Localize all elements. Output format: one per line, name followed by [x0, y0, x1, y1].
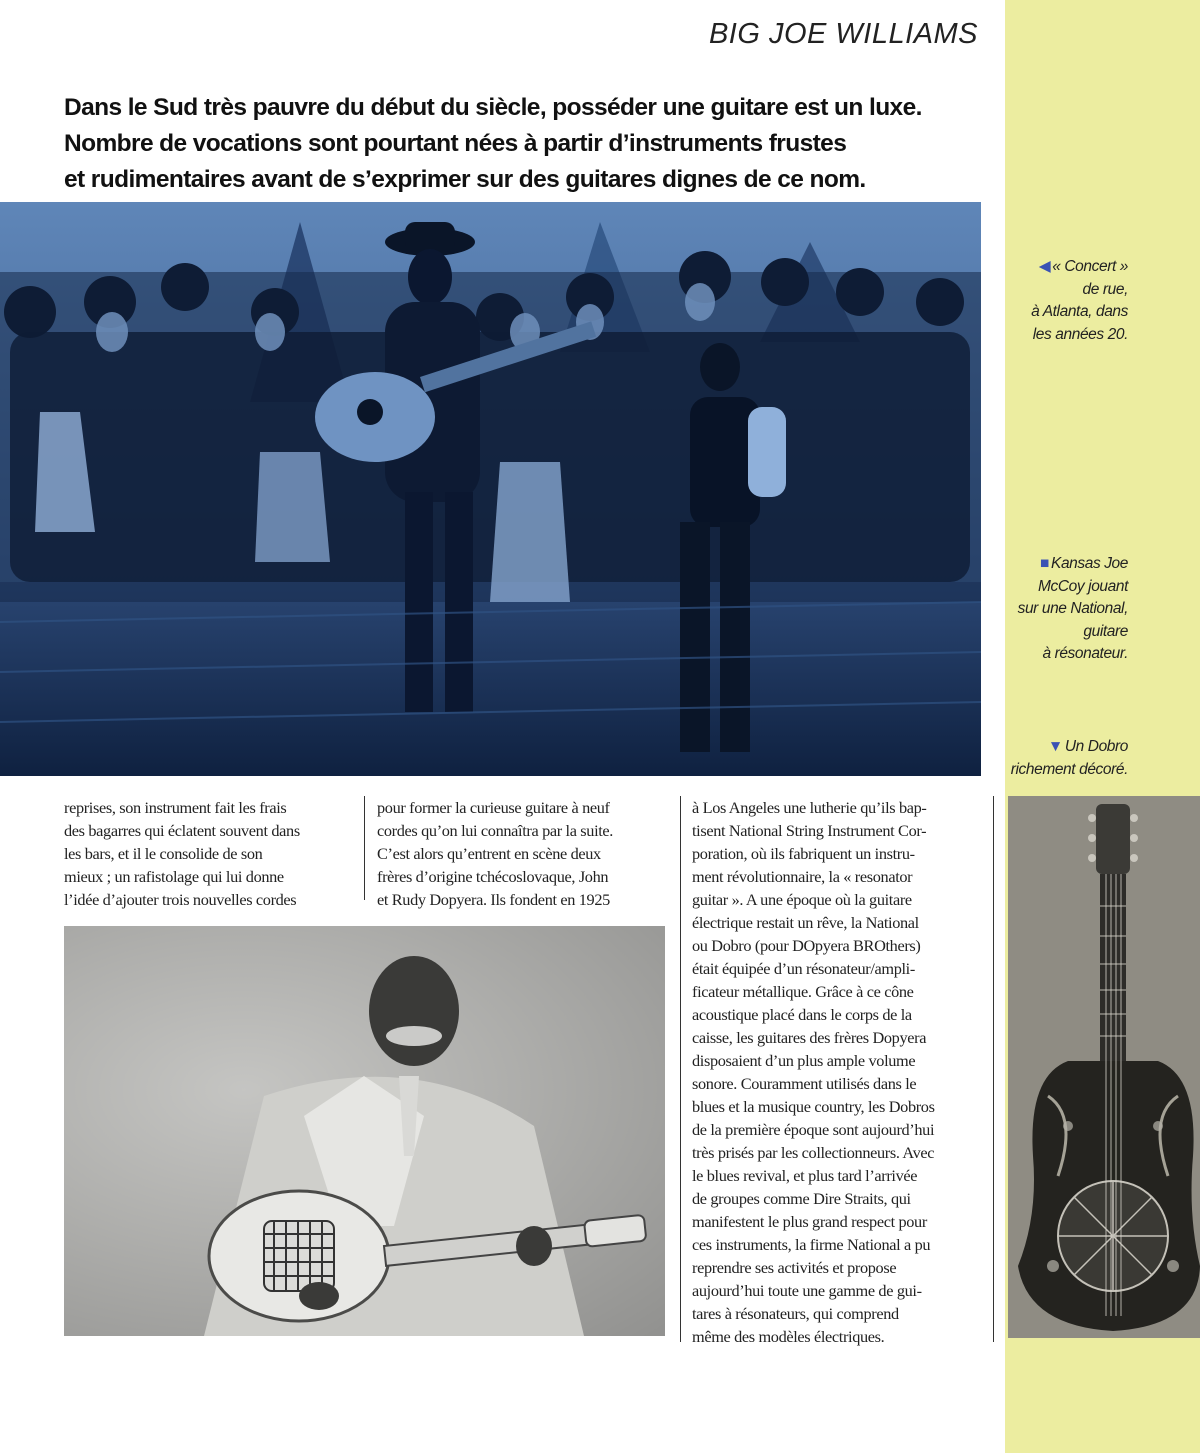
intro-paragraph	[64, 90, 984, 198]
text-line: ces instruments, la firme National a pu	[692, 1235, 931, 1254]
column-divider	[364, 796, 365, 900]
dobro-guitar-illustration	[1008, 796, 1200, 1338]
column-divider	[680, 796, 681, 1342]
text-line: aujourd’hui toute une gamme de gui-	[692, 1281, 922, 1300]
text-line: disposaient d’un plus ample volume	[692, 1051, 916, 1070]
text-line: acoustique placé dans le corps de la	[692, 1005, 912, 1024]
text-line: était équipée d’un résonateur/ampli-	[692, 959, 915, 978]
text-column-2	[377, 796, 667, 911]
text-line: pour former la curieuse guitare à neuf	[377, 798, 610, 817]
text-line: reprises, son instrument fait les frais	[64, 798, 287, 817]
text-line: mieux ; un rafistolage qui lui donne	[64, 867, 284, 886]
text-line: tares à résonateurs, qui comprend	[692, 1304, 899, 1323]
text-column-1	[64, 796, 352, 911]
down-arrow-icon: ▼	[1047, 738, 1063, 755]
text-line: poration, où ils fabriquent un instru-	[692, 844, 915, 863]
text-line: même des modèles électriques.	[692, 1327, 885, 1346]
text-line: le blues revival, et plus tard l’arrivée	[692, 1166, 918, 1185]
dobro-photo	[1008, 796, 1200, 1338]
text-line: à Los Angeles une lutherie qu’ils bap-	[692, 798, 927, 817]
text-line: caisse, les guitares des frères Dopyera	[692, 1028, 927, 1047]
text-line: reprendre ses activités et propose	[692, 1258, 897, 1277]
street-concert-illustration	[0, 202, 981, 776]
text-line: tisent National String Instrument Cor-	[692, 821, 927, 840]
text-line: ment révolutionnaire, la « resonator	[692, 867, 913, 886]
text-line: ficateur métallique. Grâce à ce cône	[692, 982, 914, 1001]
text-line: sonore. Couramment utilisés dans le	[692, 1074, 917, 1093]
column-divider	[993, 796, 994, 1342]
caption-kansas-joe: ■ Kansas Joe McCoy jouant sur une National, guitare à résonateur.	[1017, 555, 1128, 662]
caption-dobro: ▼ Un Dobro richement décoré.	[1010, 738, 1128, 778]
text-line: C’est alors qu’entrent en scène deux	[377, 844, 601, 863]
kansas-joe-mccoy-photo	[64, 926, 665, 1336]
text-line: très prisés par les collectionneurs. Avec	[692, 1143, 935, 1162]
text-line: manifestent le plus grand respect pour	[692, 1212, 927, 1231]
text-line: de groupes comme Dire Straits, qui	[692, 1189, 911, 1208]
running-header: BIG JOE WILLIAMS	[708, 18, 978, 50]
text-line: de la première époque sont aujourd’hui	[692, 1120, 935, 1139]
text-line: blues et la musique country, les Dobros	[692, 1097, 935, 1116]
intro-line: Dans le Sud très pauvre du début du siècle, posséder une guitare est un luxe.	[64, 94, 922, 121]
caption-street-concert: ◀ « Concert » de rue, à Atlanta, dans les années 20.	[1031, 258, 1128, 343]
text-line: guitar ». A une époque où la guitare	[692, 890, 912, 909]
text-line: électrique restait un rêve, la National	[692, 913, 919, 932]
left-arrow-icon: ◀	[1038, 258, 1051, 275]
text-column-3	[692, 796, 982, 1348]
text-line: les bars, et il le consolide de son	[64, 844, 263, 863]
text-line: et Rudy Dopyera. Ils fondent en 1925	[377, 890, 610, 909]
street-concert-photo	[0, 202, 981, 776]
text-line: des bagarres qui éclatent souvent dans	[64, 821, 300, 840]
intro-line: Nombre de vocations sont pourtant nées à partir d’instruments frustes	[64, 130, 847, 157]
square-icon: ■	[1040, 555, 1049, 572]
text-line: cordes qu’on lui connaîtra par la suite.	[377, 821, 614, 840]
intro-line: et rudimentaires avant de s’exprimer sur des guitares dignes de ce nom.	[64, 166, 866, 193]
guitarist-portrait-illustration	[64, 926, 665, 1336]
text-line: frères d’origine tchécoslovaque, John	[377, 867, 609, 886]
text-line: ou Dobro (pour DOpyera BROthers)	[692, 936, 921, 955]
text-line: l’idée d’ajouter trois nouvelles cordes	[64, 890, 297, 909]
